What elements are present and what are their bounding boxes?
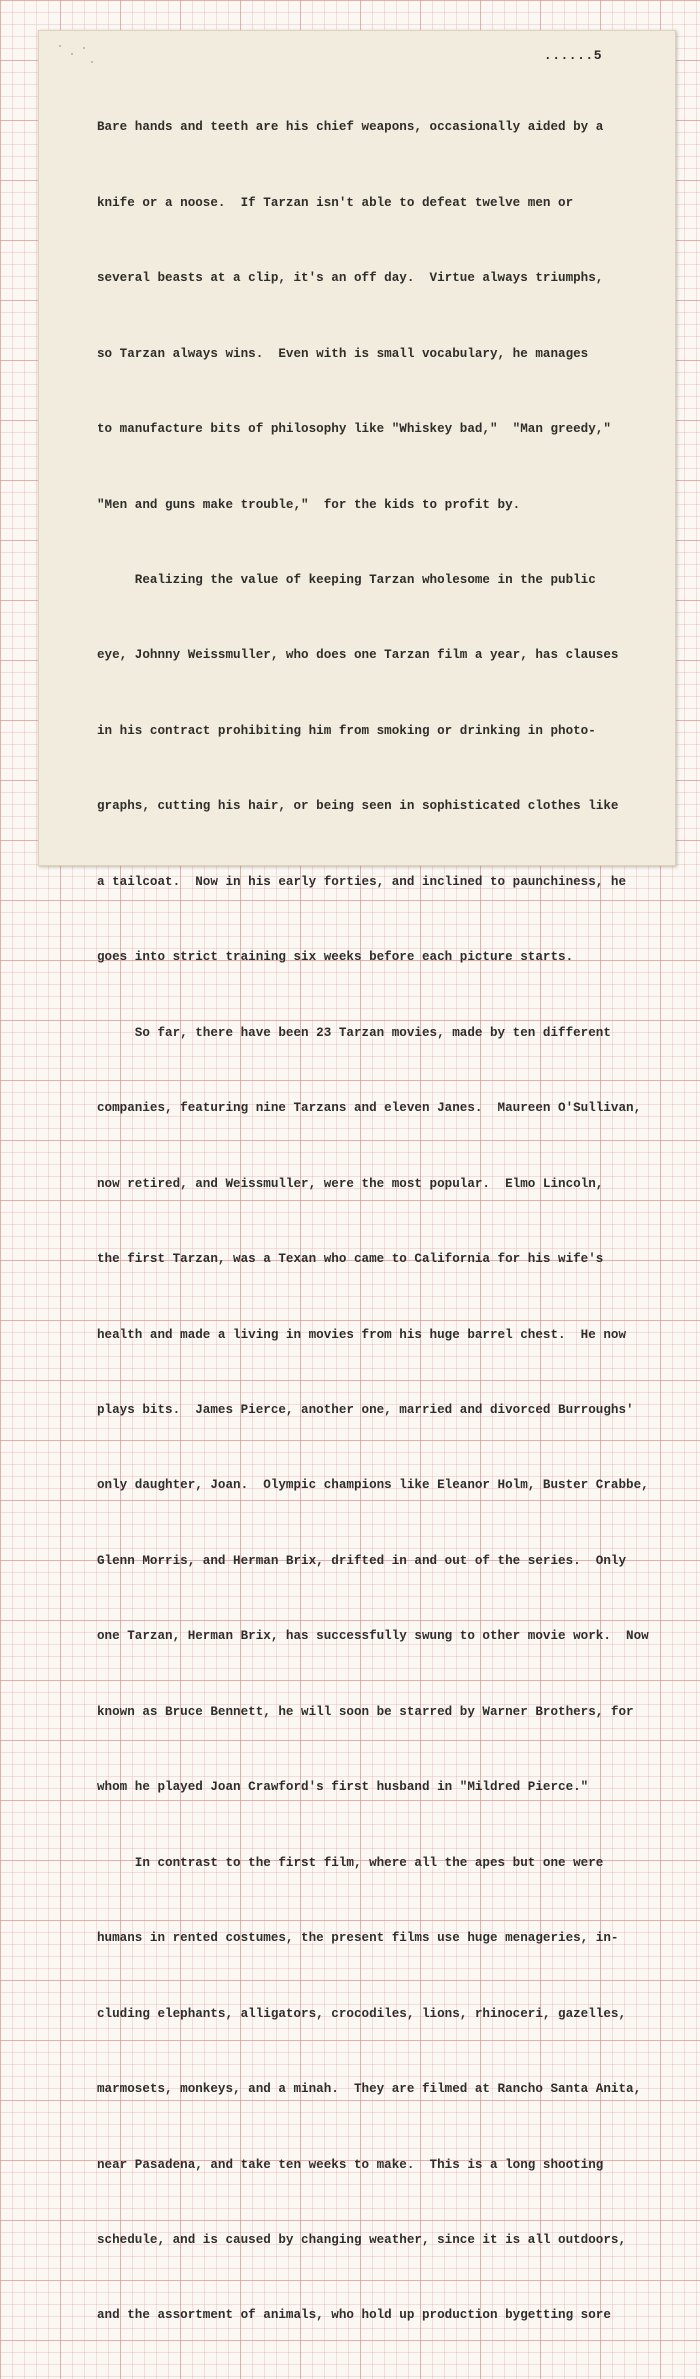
text-line: only daughter, Joan. Olympic champions like Eleanor Holm, Buster Crabbe, [97, 1478, 649, 1493]
text-line: marmosets, monkeys, and a minah. They are filmed at Rancho Santa Anita, [97, 2082, 642, 2097]
text-line: Glenn Morris, and Herman Brix, drifted in and out of the series. Only [97, 1553, 627, 1568]
text-line: knife or a noose. If Tarzan isn't able to defeat twelve men or [97, 195, 574, 210]
text-line: schedule, and is caused by changing weather, since it is all outdoors, [97, 2233, 627, 2247]
text-line: goes into strict training six weeks before each picture starts. [97, 950, 574, 965]
text-line: eye, Johnny Weissmuller, who does one Tarzan film a year, has clauses [97, 648, 619, 663]
text-line: humans in rented costumes, the present films use huge menageries, in- [97, 1931, 619, 1946]
text-line: the first Tarzan, was a Texan who came to California for his wife's [97, 1252, 604, 1267]
text-line: a tailcoat. Now in his early forties, and inclined to paunchiness, he [97, 874, 627, 889]
text-line: Bare hands and teeth are his chief weapons, occasionally aided by a [97, 120, 604, 135]
text-line: In contrast to the first film, where all the apes but one were [97, 1855, 604, 1870]
text-line: several beasts at a clip, it's an off day. Virtue always triumphs, [97, 271, 604, 286]
text-line: health and made a living in movies from his huge barrel chest. He now [97, 1327, 627, 1342]
text-line: So far, there have been 23 Tarzan movies, made by ten different [97, 1025, 611, 1040]
text-line: whom he played Joan Crawford's first husband in "Mildred Pierce." [97, 1780, 589, 1795]
typewritten-page [38, 30, 676, 2323]
page-number: ......5 [543, 48, 602, 63]
text-line: so Tarzan always wins. Even with is small vocabulary, he manages [97, 346, 589, 361]
text-line: cluding elephants, alligators, crocodiles, lions, rhinoceri, gazelles, [97, 2006, 627, 2021]
text-line: now retired, and Weissmuller, were the most popular. Elmo Lincoln, [97, 1176, 604, 1191]
text-line: companies, featuring nine Tarzans and eleven Janes. Maureen O'Sullivan, [97, 1101, 642, 1116]
text-line: one Tarzan, Herman Brix, has successfully swung to other movie work. Now [97, 1629, 649, 1644]
body-text [97, 65, 657, 2379]
text-line: known as Bruce Bennett, he will soon be starred by Warner Brothers, for [97, 1704, 634, 1719]
text-line: graphs, cutting his hair, or being seen in sophisticated clothes like [97, 799, 619, 814]
text-line: near Pasadena, and take ten weeks to make. This is a long shooting [97, 2157, 604, 2172]
text-line: in his contract prohibiting him from smoking or drinking in photo- [97, 723, 596, 738]
text-line: Realizing the value of keeping Tarzan wholesome in the public [97, 573, 596, 588]
text-line: plays bits. James Pierce, another one, married and divorced Burroughs' [97, 1403, 634, 1418]
text-line: "Men and guns make trouble," for the kids to profit by. [97, 497, 521, 512]
text-line: to manufacture bits of philosophy like "Whiskey bad," "Man greedy," [97, 422, 611, 437]
text-line: and the assortment of animals, who hold up production bygetting sore [97, 2308, 611, 2323]
